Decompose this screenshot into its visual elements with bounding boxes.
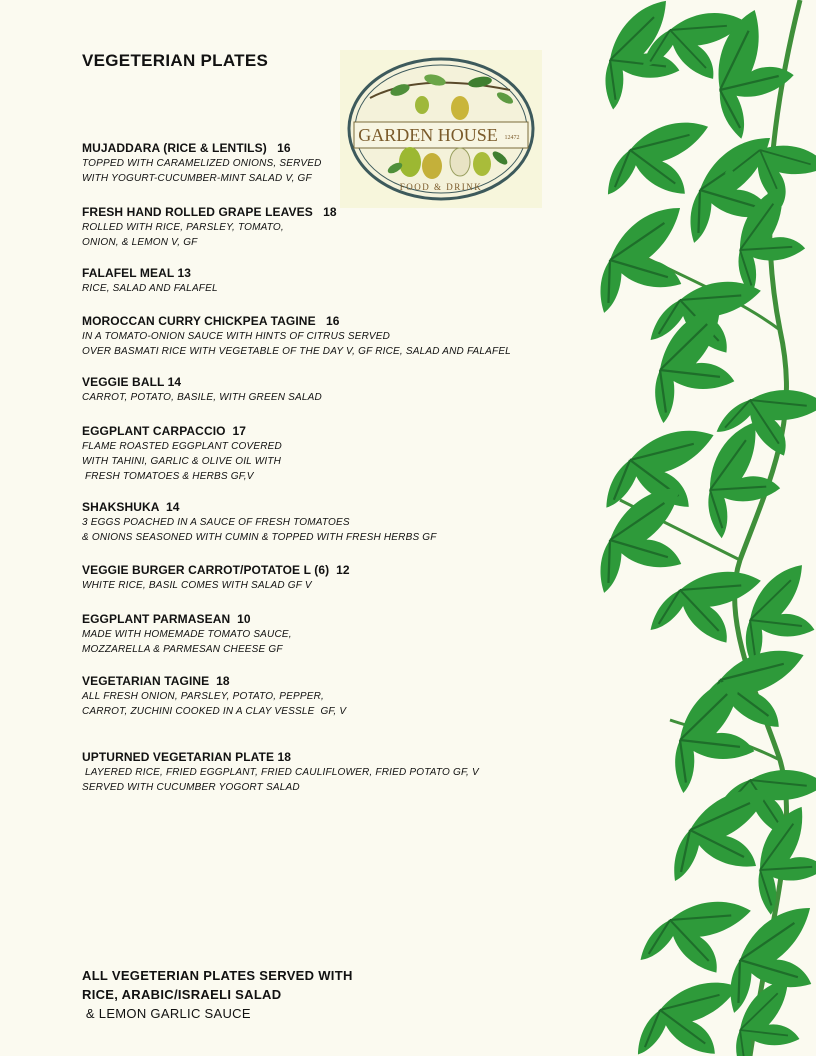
menu-item bbox=[82, 563, 582, 593]
item-name: EGGPLANT CARPACCIO 17 bbox=[82, 424, 246, 438]
menu-item bbox=[82, 500, 582, 545]
menu-item bbox=[82, 205, 582, 250]
item-description: CARROT, POTATO, BASILE, WITH GREEN SALAD bbox=[82, 392, 322, 403]
parsley-leaves-decoration bbox=[570, 0, 816, 1056]
item-name: VEGGIE BURGER CARROT/POTATOE L (6) 12 bbox=[82, 563, 350, 577]
item-description: LAYERED RICE, FRIED EGGPLANT, FRIED CAULIFLOWER, FRIED POTATO GF, V SERVED WITH CUCUMBER YOGORT SALAD bbox=[82, 767, 479, 793]
menu-item bbox=[82, 375, 582, 405]
item-description: WHITE RICE, BASIL COMES WITH SALAD GF V bbox=[82, 580, 312, 591]
item-name: VEGGIE BALL 14 bbox=[82, 375, 182, 389]
footer-line: & LEMON GARLIC SAUCE bbox=[82, 1006, 251, 1021]
logo-tagline: FOOD & DRINK bbox=[399, 182, 483, 192]
item-description: ALL FRESH ONION, PARSLEY, POTATO, PEPPER, CARROT, ZUCHINI COOKED IN A CLAY VESSLE GF, V bbox=[82, 691, 347, 717]
item-name: MUJADDARA (RICE & LENTILS) 16 bbox=[82, 141, 291, 155]
footer-line: RICE, ARABIC/ISRAELI SALAD bbox=[82, 987, 282, 1002]
item-name: EGGPLANT PARMASEAN 10 bbox=[82, 612, 251, 626]
menu-item bbox=[82, 750, 582, 795]
item-description: IN A TOMATO-ONION SAUCE WITH HINTS OF CITRUS SERVED OVER BASMATI RICE WITH VEGETABLE OF THE DAY V, GF RICE, SALAD AND FALAFEL bbox=[82, 331, 511, 357]
item-description: 3 EGGS POACHED IN A SAUCE OF FRESH TOMATOES & ONIONS SEASONED WITH CUMIN & TOPPED WITH FRESH HERBS GF bbox=[82, 517, 437, 543]
page-title: VEGETERIAN PLATES bbox=[82, 51, 269, 70]
item-description: MADE WITH HOMEMADE TOMATO SAUCE, MOZZARELLA & PARMESAN CHEESE GF bbox=[82, 629, 292, 655]
logo-name: GARDEN HOUSE bbox=[358, 125, 498, 145]
menu-item bbox=[82, 612, 582, 657]
item-name: SHAKSHUKA 14 bbox=[82, 500, 180, 514]
footer-line: ALL VEGETERIAN PLATES SERVED WITH bbox=[82, 968, 353, 983]
menu-item bbox=[82, 424, 582, 484]
footer-note bbox=[82, 966, 353, 1023]
item-description: ROLLED WITH RICE, PARSLEY, TOMATO, ONION, & LEMON V, GF bbox=[82, 222, 284, 248]
item-description: RICE, SALAD AND FALAFEL bbox=[82, 283, 218, 294]
item-name: MOROCCAN CURRY CHICKPEA TAGINE 16 bbox=[82, 314, 340, 328]
item-name: UPTURNED VEGETARIAN PLATE 18 bbox=[82, 750, 292, 764]
leaf-illustration bbox=[570, 0, 816, 1056]
menu-item bbox=[82, 266, 582, 296]
logo-number: 12472 bbox=[504, 135, 520, 141]
item-name: VEGETARIAN TAGINE 18 bbox=[82, 674, 230, 688]
item-name: FRESH HAND ROLLED GRAPE LEAVES 18 bbox=[82, 205, 337, 219]
item-description: FLAME ROASTED EGGPLANT COVERED WITH TAHINI, GARLIC & OLIVE OIL WITH FRESH TOMATOES & HERBS GF,V bbox=[82, 441, 282, 482]
item-name: FALAFEL MEAL 13 bbox=[82, 266, 192, 280]
menu-item bbox=[82, 674, 582, 719]
item-description: TOPPED WITH CARAMELIZED ONIONS, SERVED WITH YOGURT-CUCUMBER-MINT SALAD V, GF bbox=[82, 158, 322, 184]
menu-item bbox=[82, 141, 582, 186]
menu-item bbox=[82, 314, 582, 359]
